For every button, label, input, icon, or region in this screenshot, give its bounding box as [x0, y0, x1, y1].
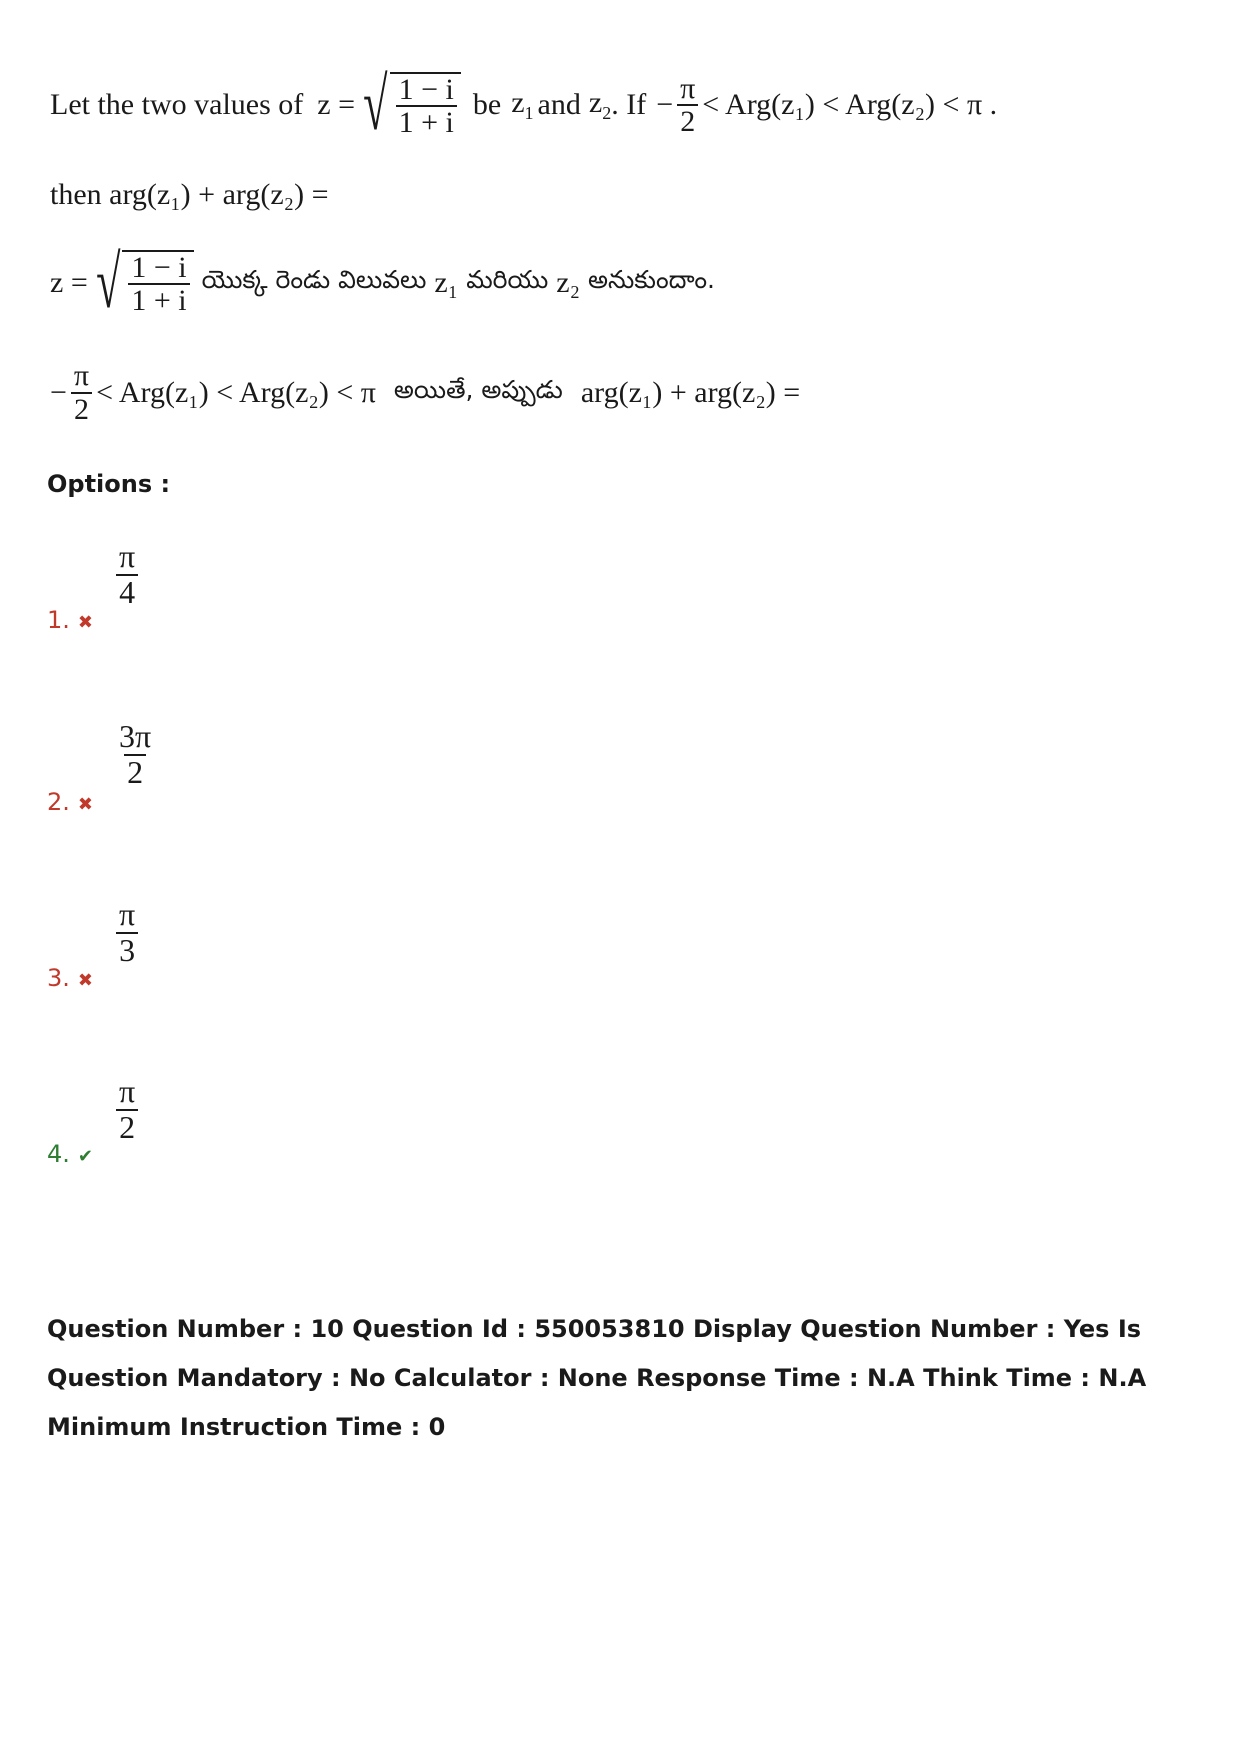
pi-over-2 [677, 73, 698, 138]
sqrt-denominator: 1 + i [396, 105, 457, 139]
z2-symbol: z [588, 86, 603, 119]
option-2[interactable] [47, 788, 93, 816]
option-3-value [112, 898, 142, 967]
wrong-icon: ✖ [77, 612, 93, 633]
telugu-sqrt-numerator: 1 − i [131, 250, 187, 284]
telugu-z-equals: z = [50, 266, 88, 299]
telugu-expression: arg(z₁) + arg(z₂) = [580, 375, 801, 409]
telugu-sqrt-denominator: 1 + i [128, 283, 189, 317]
question-line-2: then arg(z₁) + arg(z₂) = [50, 178, 329, 211]
wrong-icon: ✖ [77, 970, 93, 991]
option-4-denominator: 2 [116, 1109, 138, 1145]
telugu-z2: z₂ [556, 266, 581, 299]
telugu-minus: − [50, 375, 67, 409]
question-line-1: Let the two values of z = √ $\frac{1 - i}{1 + i}$ be $z_1$ and $z_2$ . If − $\frac{\pi}{2}$ < Arg(z₁) < Arg(z₂) < π . [50, 64, 998, 146]
question-prefix: Let the two values of [50, 88, 304, 121]
options-heading: Options : [47, 470, 171, 498]
two-denominator: 2 [677, 104, 698, 138]
sqrt-expression: √ $\frac{1 - i}{1 + i}$ [355, 68, 461, 142]
option-3-number: 3. [47, 964, 70, 992]
telugu-then-text: అయితే, అప్పుడు [393, 374, 563, 404]
option-3-numerator: π [119, 896, 136, 932]
option-4[interactable] [47, 1140, 93, 1168]
telugu-line-2 [50, 360, 800, 425]
correct-icon: ✔ [77, 1146, 93, 1167]
telugu-pi: π [73, 359, 90, 392]
if-text: . If [611, 88, 647, 121]
option-2-numerator: 3π [119, 718, 152, 754]
telugu-inequality: < Arg(z₁) < Arg(z₂) < π [96, 375, 376, 409]
telugu-text-b: మరియు [466, 265, 549, 294]
inequality: < Arg(z₁) < Arg(z₂) < π . [702, 88, 998, 121]
option-4-value [112, 1075, 142, 1144]
z-equals: z = [317, 88, 355, 121]
wrong-icon: ✖ [77, 794, 93, 815]
telugu-pi-over-2 [71, 360, 92, 425]
option-3[interactable] [47, 964, 93, 992]
option-2-denominator: 2 [124, 754, 146, 790]
option-1-numerator: π [119, 538, 136, 574]
option-2-value [112, 720, 158, 789]
telugu-sqrt-expression: √ $\frac{1 - i}{1 + i}$ [88, 246, 194, 320]
sqrt-numerator: 1 − i [398, 72, 454, 106]
be-text: be [472, 88, 502, 121]
option-4-number: 4. [47, 1140, 70, 1168]
telugu-text-c: అనుకుందాం. [588, 265, 715, 294]
z1-symbol: z [511, 86, 525, 119]
option-4-numerator: π [119, 1073, 136, 1109]
option-2-number: 2. [47, 788, 70, 816]
telugu-two: 2 [71, 392, 92, 426]
telugu-text-a: యొక్క రెండు విలువలు [201, 265, 427, 294]
and-text: and [537, 88, 581, 121]
question-meta: Question Number : 10 Question Id : 550053810 Display Question Number : Yes Is Question Mandatory : No Calculator : None Response Time : N.A Think Time : N.A Minimum Instruction Time : 0 [47, 1315, 1147, 1441]
pi-numerator: π [680, 71, 696, 105]
option-3-denominator: 3 [116, 932, 138, 968]
minus-sign: − [656, 88, 674, 121]
telugu-line-1 [50, 242, 723, 324]
option-1-number: 1. [47, 606, 70, 634]
option-1-denominator: 4 [116, 574, 138, 610]
option-1-value [112, 540, 142, 609]
option-1[interactable] [47, 606, 93, 634]
telugu-z1: z₁ [434, 266, 459, 299]
